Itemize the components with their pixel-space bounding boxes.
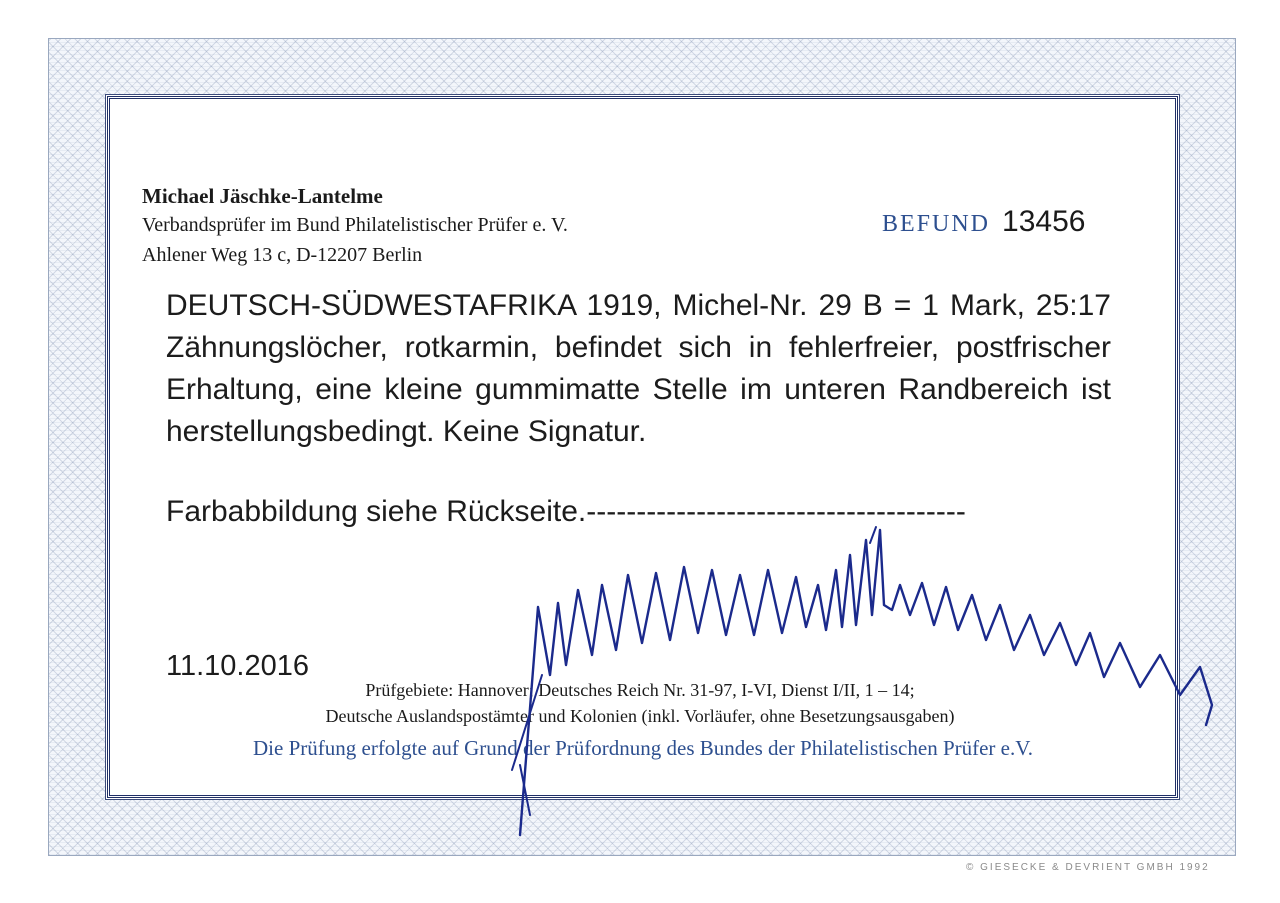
color-illustration-note: Farbabbildung siehe Rückseite.--------------------------------------	[166, 495, 966, 528]
issuer-block	[142, 182, 568, 270]
issuer-title: Verbandsprüfer im Bund Philatelistischer Prüfer e. V.	[142, 214, 568, 236]
scope-line-2: Deutsche Auslandspostämter und Kolonien (inkl. Vorläufer, ohne Besetzungsausgaben)	[325, 706, 955, 726]
signature-accent	[512, 527, 876, 815]
issuer-address: Ahlener Weg 13 c, D-12207 Berlin	[142, 244, 423, 266]
handwritten-signature	[500, 515, 1230, 845]
certificate-id	[882, 205, 1085, 239]
certificate-date: 11.10.2016	[166, 650, 309, 682]
issuer-name: Michael Jäschke-Lantelme	[142, 184, 383, 208]
certificate-text: DEUTSCH-SÜDWESTAFRIKA 1919, Michel-Nr. 29 B = 1 Mark, 25:17 Zähnungslöcher, rotkarmin, befindet sich in fehlerfreier, postfrischer Erhaltung, eine kleine gummimatte Stelle im unteren Randbereich ist herstellungsbedingt. Keine Signatur.	[166, 289, 1111, 448]
legal-statement: Die Prüfung erfolgte auf Grund der Prüfordnung des Bundes der Philatelistischen Prüfer e.V.	[253, 736, 1033, 760]
signature-stroke	[520, 530, 1212, 835]
printer-copyright: © GIESECKE & DEVRIENT GMBH 1992	[966, 862, 1210, 873]
certificate-number: 13456	[1002, 205, 1086, 238]
certificate-label: BEFUND	[882, 211, 991, 237]
scope-line-1: Prüfgebiete: Hannover; Deutsches Reich Nr. 31-97, I-VI, Dienst I/II, 1 – 14;	[365, 680, 915, 700]
